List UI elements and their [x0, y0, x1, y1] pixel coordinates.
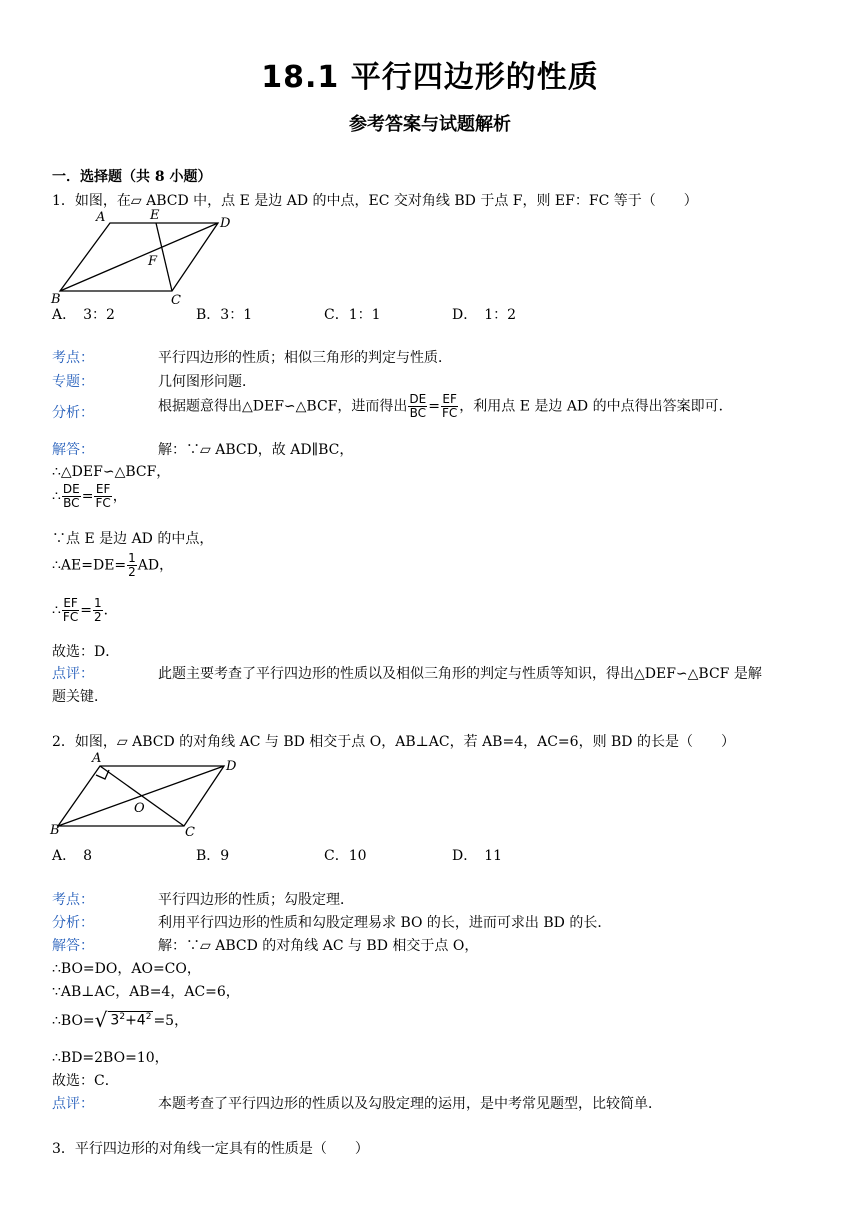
q1-answer: 故选：D． [52, 644, 120, 660]
q1-zhuanti: 几何图形问题． [158, 374, 256, 390]
q1-step5: ∴ $\frac{EF}{FC}$ = $\frac{1}{2}$ ． [52, 596, 118, 624]
q1-segment-ec [156, 223, 172, 291]
q2-fenxi-label: 分析： [52, 915, 94, 931]
q1-step5-frac-ef-fc: $\frac{EF}{FC}$ [62, 596, 79, 624]
q2-option-c: C．10 [324, 848, 367, 864]
q2-option-b: B．9 [196, 848, 230, 864]
q1-figure [48, 205, 238, 305]
q2-step4: ∴BD=2BO=10， [52, 1050, 169, 1066]
q1-step2-frac-ef-fc: $\frac{EF}{FC}$ [95, 482, 111, 510]
q1-kaodian-label: 考点： [52, 350, 94, 366]
q1-label-e: E [150, 208, 160, 223]
q1-label-b: B [51, 292, 61, 305]
q1-option-b: B．3：1 [196, 307, 253, 323]
q2-kaodian-label: 考点： [52, 892, 94, 908]
q2-label-a: A [92, 751, 102, 766]
page-title: 18.1 平行四边形的性质 [261, 60, 599, 95]
q2-jieda-label: 解答： [52, 938, 94, 954]
q1-kaodian: 平行四边形的性质；相似三角形的判定与性质． [158, 350, 452, 366]
q1-step2-frac-de-bc: $\frac{DE}{BC}$ [62, 482, 80, 510]
q2-label-d: D [226, 759, 237, 774]
q2-answer: 故选：C． [52, 1073, 119, 1089]
q2-figure [48, 750, 248, 840]
q1-label-d: D [220, 216, 231, 231]
q2-sqrt-expression: $3^2+4^2$ [110, 1012, 152, 1029]
q1-label-a: A [96, 210, 106, 225]
q1-fenxi-frac-de-bc: $\frac{DE}{BC}$ [409, 392, 427, 420]
q1-fenxi: 根据题意得出△DEF∽△BCF，进而得出 $\frac{DE}{BC}$ = $\frac{EF}{FC}$ ，利用点 E 是边 AD 的中点得出答案即可． [158, 392, 733, 420]
q1-step4-frac-half: $\frac{1}{2}$ [128, 551, 136, 579]
q1-fenxi-pre: 根据题意得出△DEF∽△BCF，进而得出 [158, 398, 408, 415]
q1-step3: ∵点 E 是边 AD 的中点， [52, 531, 214, 547]
q1-option-d: D． 1：2 [452, 307, 517, 323]
q2-step1: ∴BO=DO，AO=CO， [52, 961, 201, 977]
q1-dianping-line1: 此题主要考查了平行四边形的性质以及相似三角形的判定与性质等知识，得出△DEF∽△BCF 是解 [158, 666, 762, 682]
q1-step1: ∴△DEF∽△BCF， [52, 464, 171, 480]
q2-label-b: B [50, 823, 60, 838]
q1-step4: ∴AE=DE= $\frac{1}{2}$ AD， [52, 551, 174, 579]
q2-jieda: 解：∵▱ ABCD 的对角线 AC 与 BD 相交于点 O， [158, 938, 479, 954]
q1-option-a: A． 3：2 [52, 307, 115, 323]
q2-option-d: D． 11 [452, 848, 503, 864]
q1-step2: ∴ $\frac{DE}{BC}$ = $\frac{EF}{FC}$ ， [52, 482, 127, 510]
q2-diagonal-ac [100, 766, 184, 826]
q1-fenxi-post: ，利用点 E 是边 AD 的中点得出答案即可． [459, 398, 733, 415]
q1-label-f: F [148, 254, 158, 269]
q2-option-a: A． 8 [52, 848, 93, 864]
q1-jieda-label: 解答： [52, 442, 94, 458]
q1-fenxi-label: 分析： [52, 405, 94, 421]
q2-step3: ∴BO=√ $3^2+4^2 =5$， [52, 1008, 189, 1032]
q1-stem: 1．如图，在▱ ABCD 中，点 E 是边 AD 的中点，EC 交对角线 BD 于点 F，则 EF：FC 等于（ ） [52, 193, 698, 209]
q1-zhuanti-label: 专题： [52, 374, 94, 390]
q2-dianping: 本题考查了平行四边形的性质以及勾股定理的运用，是中考常见题型，比较简单． [158, 1096, 662, 1112]
q2-label-c: C [185, 825, 195, 840]
q2-kaodian: 平行四边形的性质；勾股定理． [158, 892, 354, 908]
q1-option-c: C．1：1 [324, 307, 381, 323]
q1-dianping-line2: 题关键． [52, 689, 108, 705]
q3-stem: 3．平行四边形的对角线一定具有的性质是（ ） [52, 1141, 369, 1157]
sqrt-sign-icon: √ [94, 1008, 108, 1032]
q2-stem: 2．如图，▱ ABCD 的对角线 AC 与 BD 相交于点 O，AB⊥AC，若 AB=4，AC=6，则 BD 的长是（ ） [52, 734, 735, 750]
section-heading: 一．选择题（共 8 小题） [52, 169, 212, 185]
q1-step5-frac-half: $\frac{1}{2}$ [93, 596, 102, 624]
q1-fenxi-frac-ef-fc: $\frac{EF}{FC}$ [441, 392, 458, 420]
q1-dianping-label: 点评： [52, 666, 94, 682]
q1-jieda: 解：∵▱ ABCD，故 AD∥BC， [158, 442, 354, 458]
q2-dianping-label: 点评： [52, 1096, 94, 1112]
q2-label-o: O [134, 801, 145, 816]
q1-label-c: C [171, 293, 181, 305]
q2-step2: ∵AB⊥AC，AB=4，AC=6， [52, 984, 240, 1000]
q2-fenxi: 利用平行四边形的性质和勾股定理易求 BO 的长，进而可求出 BD 的长． [158, 915, 612, 931]
page-subtitle: 参考答案与试题解析 [349, 114, 511, 135]
